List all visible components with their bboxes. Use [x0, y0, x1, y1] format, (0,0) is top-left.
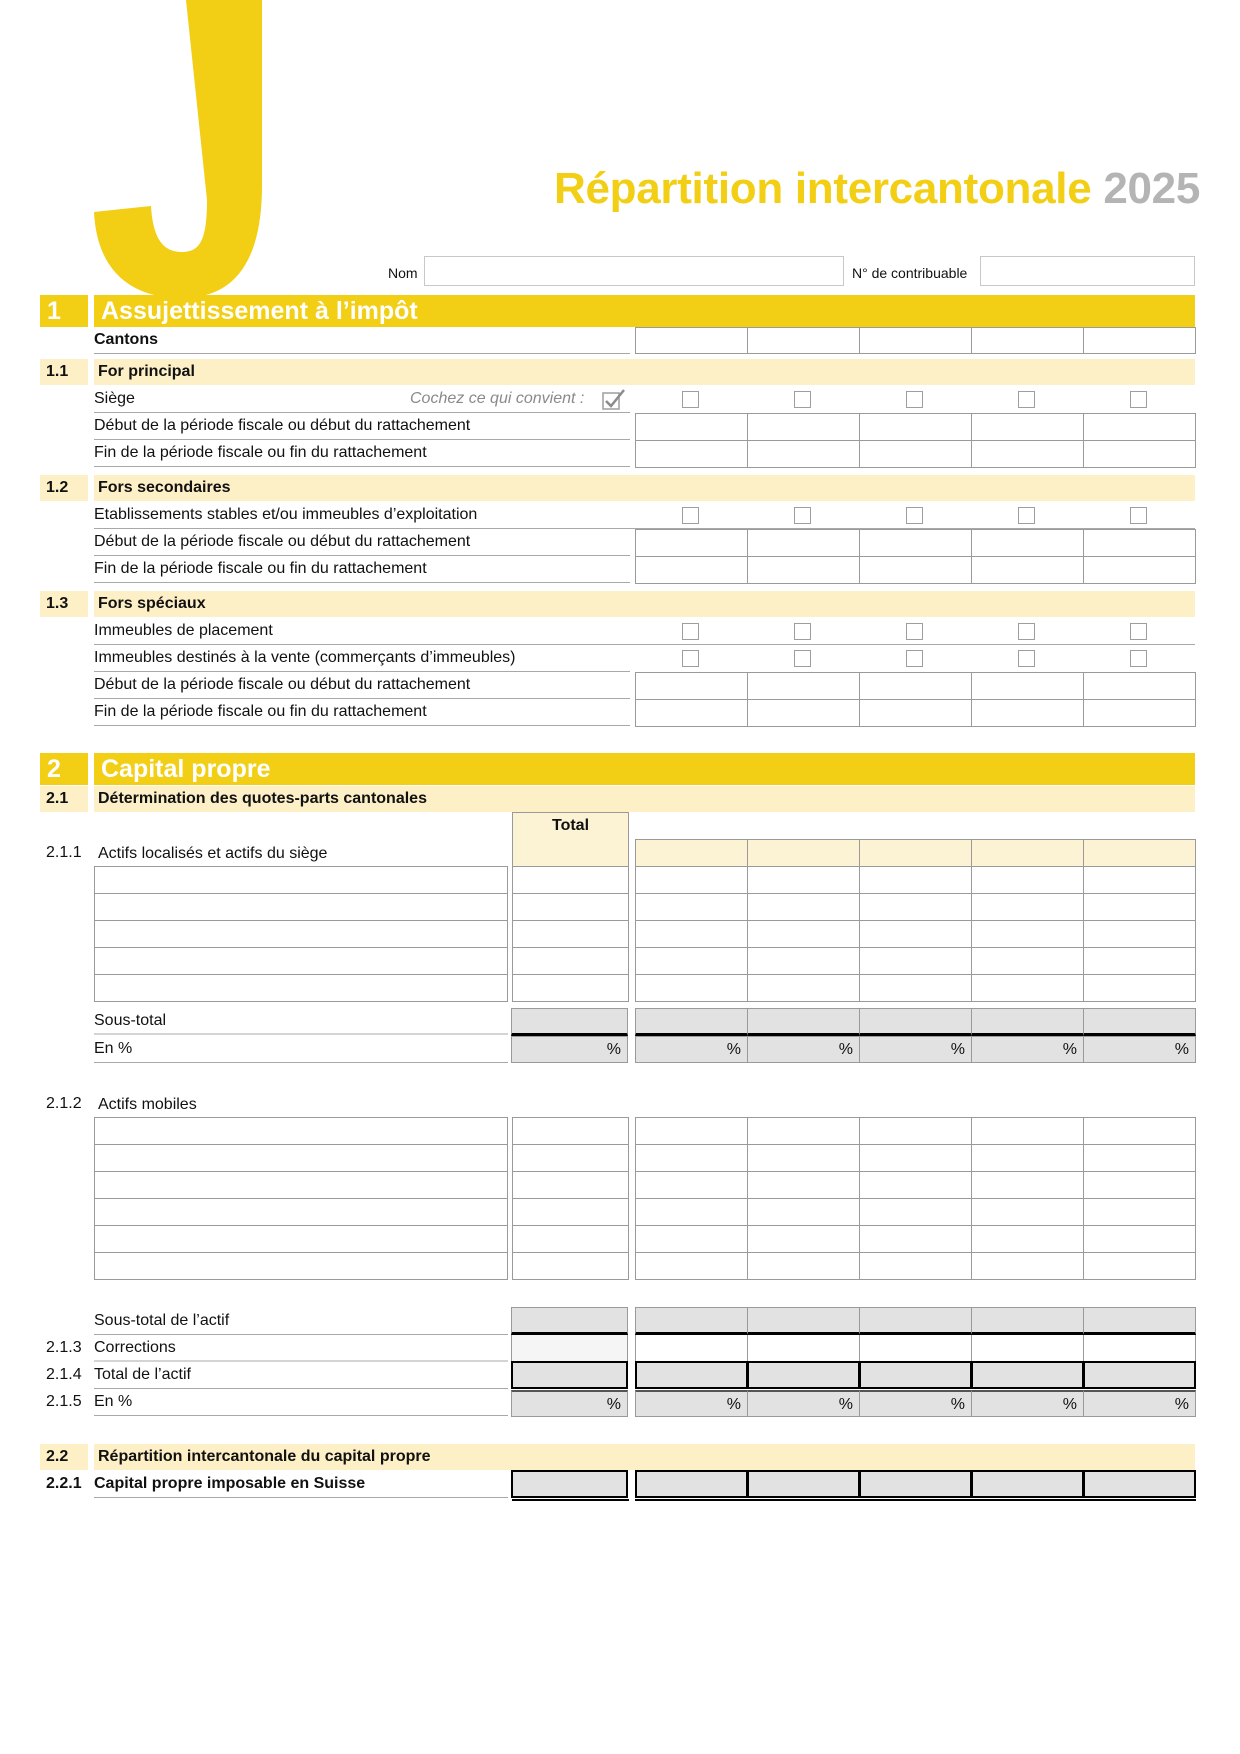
siege-checkbox-3[interactable] [906, 391, 923, 408]
section-2-title: Capital propre [94, 753, 1195, 785]
placement-checkbox-1[interactable] [682, 623, 699, 640]
s12-debut-input-2[interactable] [747, 529, 860, 557]
r215-enpct-canton-1: % [635, 1390, 748, 1417]
enpct-canton-4: % [971, 1036, 1084, 1063]
enpct-canton-row [635, 1036, 1196, 1063]
s12-debut-label: Début de la période fiscale ou début du rattachement [94, 529, 630, 556]
corrections-label: Corrections [94, 1335, 508, 1362]
corrections-canton-1[interactable] [635, 1335, 748, 1362]
canton-input-4[interactable] [971, 327, 1084, 354]
corrections-canton-2[interactable] [747, 1335, 860, 1362]
placement-checkbox-3[interactable] [906, 623, 923, 640]
total-underline [512, 1499, 629, 1501]
s13-fin-input-2[interactable] [747, 699, 860, 727]
s12-debut-input-4[interactable] [971, 529, 1084, 557]
r212-total-6[interactable] [513, 1253, 628, 1280]
r215-enpct-canton-3: % [859, 1390, 972, 1417]
r212-canton-col-1[interactable] [635, 1117, 748, 1280]
cantons-label: Cantons [94, 327, 630, 354]
canton-header-4 [971, 839, 1084, 867]
siege-checkbox-2[interactable] [794, 391, 811, 408]
r211-description-inputs [94, 866, 508, 1002]
r211-total-3[interactable] [513, 921, 628, 948]
canton-input-1[interactable] [635, 327, 748, 354]
soustotal-actif-canton-2 [747, 1307, 860, 1335]
r211-total-4[interactable] [513, 948, 628, 975]
s12-fin-input-4[interactable] [971, 556, 1084, 584]
canton-header-row [635, 839, 1196, 867]
capital-imposable-label: Capital propre imposable en Suisse [94, 1471, 508, 1498]
vente-checkbox-1[interactable] [682, 650, 699, 667]
s11-debut-input-4[interactable] [971, 413, 1084, 441]
taxpayer-label: N° de contribuable [852, 265, 968, 281]
etab-checkbox-2[interactable] [794, 507, 811, 524]
s12-fin-input-3[interactable] [859, 556, 972, 584]
page-title [554, 164, 1200, 214]
etablissements-label: Etablissements stables et/ou immeubles d’exploitation [94, 502, 1195, 529]
check-instruction: Cochez ce qui convient : [410, 390, 585, 407]
s13-fin-input-5[interactable] [1083, 699, 1196, 727]
r212-label: Actifs mobiles [98, 1096, 197, 1113]
soustotal-actif-canton-1 [635, 1307, 748, 1335]
enpct-total: % [511, 1036, 628, 1063]
r212-total-5[interactable] [513, 1226, 628, 1253]
capital-imposable-canton-2 [747, 1470, 860, 1498]
r212-desc-input-4[interactable] [95, 1199, 507, 1226]
s13-debut-input-4[interactable] [971, 672, 1084, 700]
r215-enpct-canton-row [635, 1390, 1196, 1417]
subsection-1-3-title: Fors spéciaux [94, 591, 1195, 617]
vente-checkbox-3[interactable] [906, 650, 923, 667]
corrections-canton-5[interactable] [1083, 1335, 1196, 1362]
section-1-title: Assujettissement à l’impôt [94, 295, 1195, 327]
j-logo-icon [92, 0, 292, 300]
s13-fin-input-3[interactable] [859, 699, 972, 727]
total-actif-canton-5 [1083, 1361, 1196, 1389]
soustotal-actif-canton-3 [859, 1307, 972, 1335]
capital-imposable-canton-5 [1083, 1470, 1196, 1498]
s12-fin-input-1[interactable] [635, 556, 748, 584]
s12-debut-input-5[interactable] [1083, 529, 1196, 557]
subsection-1-1-number: 1.1 [40, 359, 88, 385]
r211-number: 2.1.1 [46, 844, 82, 861]
r212-total-3[interactable] [513, 1172, 628, 1199]
total-actif-canton-4 [971, 1361, 1084, 1389]
total-actif-canton-row [635, 1361, 1196, 1389]
etab-checkbox-4[interactable] [1018, 507, 1035, 524]
soustotal-actif-canton-4 [971, 1307, 1084, 1335]
canton-header-5 [1083, 839, 1196, 867]
s13-debut-input-2[interactable] [747, 672, 860, 700]
canton-header-3 [859, 839, 972, 867]
s13-dates-grid [635, 672, 1196, 727]
r212-desc-input-5[interactable] [95, 1226, 507, 1253]
r212-canton-col-3[interactable] [859, 1117, 972, 1280]
s13-fin-label: Fin de la période fiscale ou fin du rattachement [94, 699, 630, 726]
r211-canton-col-1[interactable] [635, 866, 748, 1002]
total-actif-total [511, 1361, 628, 1389]
total-column-header: Total [512, 812, 629, 867]
subsection-2-1-number: 2.1 [40, 786, 88, 812]
r212-canton-grid [635, 1117, 1196, 1280]
capital-imposable-total [511, 1470, 628, 1498]
title-year: 2025 [1103, 164, 1200, 213]
total-actif-canton-2 [747, 1361, 860, 1389]
soustotal-canton-row [635, 1008, 1196, 1036]
canton-underline [635, 1499, 1196, 1501]
soustotal-total [511, 1008, 628, 1036]
corrections-canton-3[interactable] [859, 1335, 972, 1362]
enpct-canton-1: % [635, 1036, 748, 1063]
corrections-canton-4[interactable] [971, 1335, 1084, 1362]
r211-desc-input-2[interactable] [95, 894, 507, 921]
r212-desc-input-1[interactable] [95, 1118, 507, 1145]
cantons-row [635, 327, 1196, 354]
placement-checkbox-5[interactable] [1130, 623, 1147, 640]
s11-debut-input-5[interactable] [1083, 413, 1196, 441]
vente-label: Immeubles destinés à la vente (commerçants d’immeubles) [94, 645, 630, 672]
s13-debut-input-3[interactable] [859, 672, 972, 700]
s11-debut-input-3[interactable] [859, 413, 972, 441]
corrections-canton-row [635, 1335, 1196, 1362]
r212-desc-input-3[interactable] [95, 1172, 507, 1199]
etab-checkbox-1[interactable] [682, 507, 699, 524]
checkmark-example-icon [602, 389, 626, 411]
subsection-1-3-number: 1.3 [40, 591, 88, 617]
capital-imposable-canton-row [635, 1470, 1196, 1498]
canton-input-3[interactable] [859, 327, 972, 354]
placement-checkbox-2[interactable] [794, 623, 811, 640]
soustotal-canton-4 [971, 1008, 1084, 1036]
subsection-2-2-title: Répartition intercantonale du capital propre [94, 1444, 1195, 1470]
soustotal-canton-1 [635, 1008, 748, 1036]
canton-input-5[interactable] [1083, 327, 1196, 354]
soustotal-actif-total [511, 1307, 628, 1335]
r212-canton-col-2[interactable] [747, 1117, 860, 1280]
s12-fin-label: Fin de la période fiscale ou fin du rattachement [94, 556, 630, 583]
r215-enpct-label: En % [94, 1389, 508, 1416]
enpct-canton-3: % [859, 1036, 972, 1063]
s11-fin-input-2[interactable] [747, 440, 860, 468]
r211-label: Actifs localisés et actifs du siège [98, 845, 328, 862]
s13-debut-input-1[interactable] [635, 672, 748, 700]
r212-total-4[interactable] [513, 1199, 628, 1226]
subsection-2-2-number: 2.2 [40, 1444, 88, 1470]
etab-checkbox-3[interactable] [906, 507, 923, 524]
r211-total-inputs [512, 866, 629, 1002]
placement-checkbox-4[interactable] [1018, 623, 1035, 640]
subsection-1-1-title: For principal [94, 359, 1195, 385]
subsection-2-1-title: Détermination des quotes-parts cantonales [94, 786, 1195, 812]
r211-desc-input-3[interactable] [95, 921, 507, 948]
siege-checkbox-4[interactable] [1018, 391, 1035, 408]
total-actif-canton-1 [635, 1361, 748, 1389]
s12-debut-input-1[interactable] [635, 529, 748, 557]
s11-fin-input-1[interactable] [635, 440, 748, 468]
soustotal-actif-label: Sous-total de l’actif [94, 1308, 508, 1335]
r212-desc-input-2[interactable] [95, 1145, 507, 1172]
r211-canton-col-2[interactable] [747, 866, 860, 1002]
r211-desc-input-4[interactable] [95, 948, 507, 975]
canton-input-2[interactable] [747, 327, 860, 354]
canton-header-2 [747, 839, 860, 867]
section-2-number: 2 [40, 753, 88, 785]
r214-number: 2.1.4 [46, 1366, 82, 1383]
subsection-1-2-title: Fors secondaires [94, 475, 1195, 501]
total-actif-canton-3 [859, 1361, 972, 1389]
s12-debut-input-3[interactable] [859, 529, 972, 557]
s13-fin-input-1[interactable] [635, 699, 748, 727]
enpct-label: En % [94, 1036, 508, 1063]
r211-total-1[interactable] [513, 867, 628, 894]
r211-desc-input-5[interactable] [95, 975, 507, 1002]
vente-checkbox-2[interactable] [794, 650, 811, 667]
r221-number: 2.2.1 [46, 1475, 82, 1492]
s11-debut-label: Début de la période fiscale ou début du rattachement [94, 413, 630, 440]
s12-dates-grid [635, 529, 1196, 584]
r212-canton-col-4[interactable] [971, 1117, 1084, 1280]
r212-desc-input-6[interactable] [95, 1253, 507, 1280]
s12-fin-input-2[interactable] [747, 556, 860, 584]
r211-desc-input-1[interactable] [95, 867, 507, 894]
r211-canton-grid [635, 866, 1196, 1002]
name-input[interactable] [424, 256, 844, 286]
taxpayer-number-input[interactable] [980, 256, 1195, 286]
siege-checkbox-5[interactable] [1130, 391, 1147, 408]
r215-enpct-canton-5: % [1083, 1390, 1196, 1417]
canton-header-1 [635, 839, 748, 867]
r212-total-2[interactable] [513, 1145, 628, 1172]
enpct-canton-5: % [1083, 1036, 1196, 1063]
s13-debut-input-5[interactable] [1083, 672, 1196, 700]
s13-debut-label: Début de la période fiscale ou début du rattachement [94, 672, 630, 699]
soustotal-label: Sous-total [94, 1008, 508, 1035]
placement-label: Immeubles de placement [94, 618, 1195, 645]
siege-label: Siège [94, 386, 630, 413]
soustotal-actif-canton-row [635, 1307, 1196, 1335]
r211-canton-col-3[interactable] [859, 866, 972, 1002]
r211-total-5[interactable] [513, 975, 628, 1002]
soustotal-canton-5 [1083, 1008, 1196, 1036]
s11-dates-grid [635, 413, 1196, 468]
total-actif-label: Total de l’actif [94, 1362, 508, 1389]
s11-fin-input-5[interactable] [1083, 440, 1196, 468]
r212-total-1[interactable] [513, 1118, 628, 1145]
subsection-1-2-number: 1.2 [40, 475, 88, 501]
r212-number: 2.1.2 [46, 1095, 82, 1112]
soustotal-canton-2 [747, 1008, 860, 1036]
r212-canton-col-5[interactable] [1083, 1117, 1196, 1280]
section-1-number: 1 [40, 295, 88, 327]
corrections-total[interactable] [511, 1335, 628, 1362]
r212-total-inputs [512, 1117, 629, 1280]
enpct-canton-2: % [747, 1036, 860, 1063]
s11-debut-input-2[interactable] [747, 413, 860, 441]
siege-checkbox-1[interactable] [682, 391, 699, 408]
capital-imposable-canton-1 [635, 1470, 748, 1498]
soustotal-actif-canton-5 [1083, 1307, 1196, 1335]
s11-debut-input-1[interactable] [635, 413, 748, 441]
r211-total-2[interactable] [513, 894, 628, 921]
s12-fin-input-5[interactable] [1083, 556, 1196, 584]
soustotal-canton-3 [859, 1008, 972, 1036]
etab-checkbox-5[interactable] [1130, 507, 1147, 524]
r212-description-inputs [94, 1117, 508, 1280]
vente-checkbox-4[interactable] [1018, 650, 1035, 667]
r215-number: 2.1.5 [46, 1393, 82, 1410]
r215-enpct-total: % [511, 1390, 628, 1417]
name-label: Nom [388, 265, 418, 281]
r215-enpct-canton-4: % [971, 1390, 1084, 1417]
r211-canton-col-4[interactable] [971, 866, 1084, 1002]
r211-canton-col-5[interactable] [1083, 866, 1196, 1002]
title-text: Répartition intercantonale [553, 164, 1092, 213]
vente-checkbox-5[interactable] [1130, 650, 1147, 667]
s11-fin-label: Fin de la période fiscale ou fin du rattachement [94, 440, 630, 467]
r215-enpct-canton-2: % [747, 1390, 860, 1417]
capital-imposable-canton-3 [859, 1470, 972, 1498]
s11-fin-input-3[interactable] [859, 440, 972, 468]
capital-imposable-canton-4 [971, 1470, 1084, 1498]
s13-fin-input-4[interactable] [971, 699, 1084, 727]
r213-number: 2.1.3 [46, 1339, 82, 1356]
s11-fin-input-4[interactable] [971, 440, 1084, 468]
